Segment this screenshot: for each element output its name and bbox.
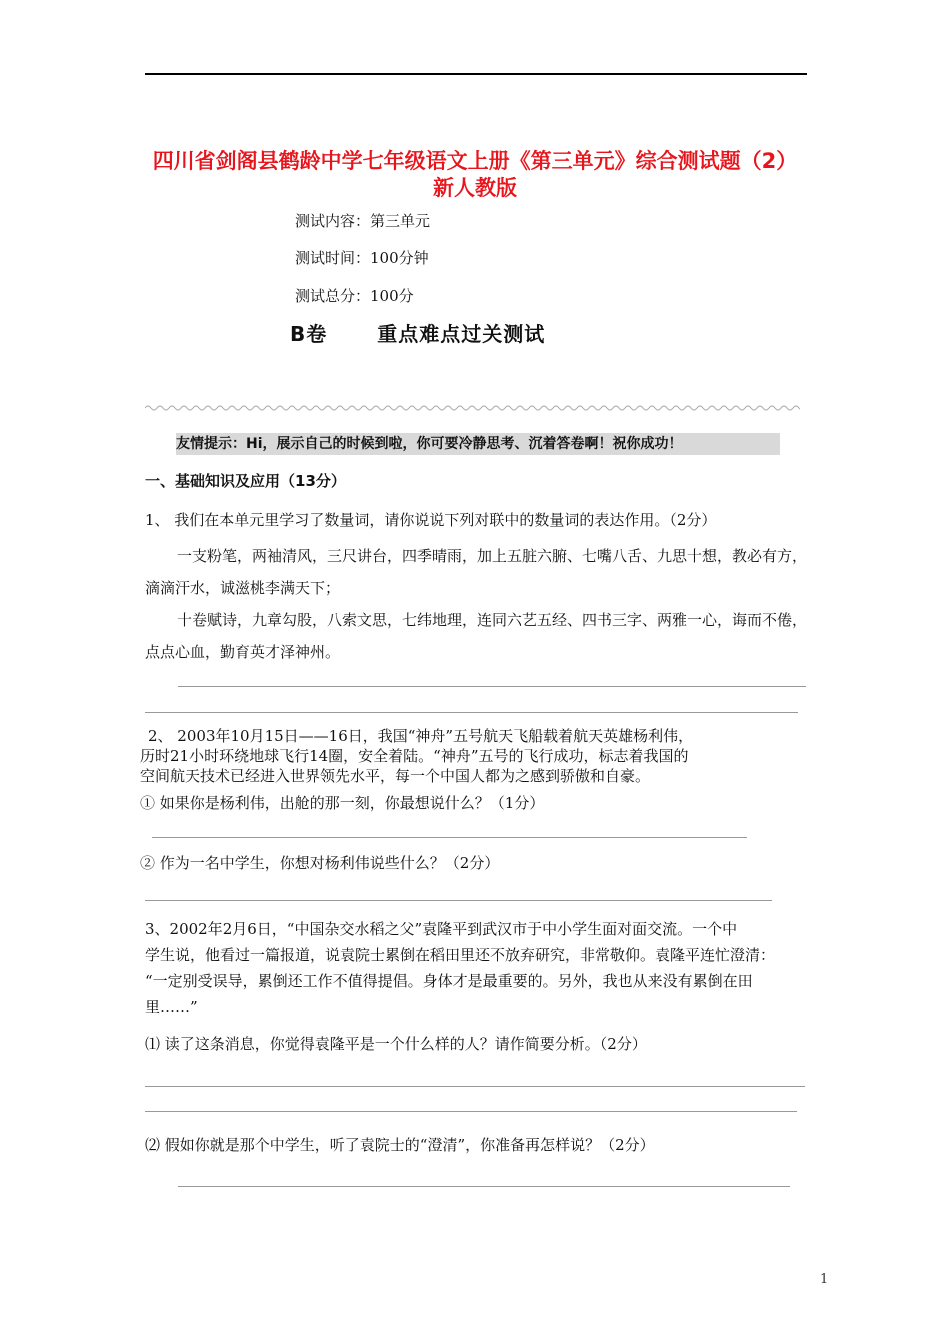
answer-line[interactable] xyxy=(145,1086,805,1087)
couplet-second: 十卷赋诗，九章勾股，八索文思，七纬地理，连同六艺五经、四书三字、两雅一心，诲而不倦，点点心血，勤育英才泽神州。 xyxy=(145,611,808,661)
question-3-line: “一定别受误导，累倒还工作不值得提倡。身体才是最重要的。另外，我也从来没有累倒在田 xyxy=(145,972,753,990)
friendly-tip: 友情提示：Hi，展示自己的时候到啦，你可要冷静思考、沉着答卷啊！祝你成功！ xyxy=(176,433,780,455)
question-3-a: ⑴ 读了这条消息，你觉得袁隆平是一个什么样的人？请作简要分析。（2分） xyxy=(145,1035,647,1053)
answer-line[interactable] xyxy=(178,1186,790,1187)
question-2-stem xyxy=(140,726,780,786)
question-1: 1、 我们在本单元里学习了数量词，请你说说下列对联中的数量词的表达作用。（2分） xyxy=(145,511,717,529)
question-2-line: 空间航天技术已经进入世界领先水平，每一个中国人都为之感到骄傲和自豪。 xyxy=(140,767,651,785)
meta-content: 测试内容：第三单元 xyxy=(295,212,431,230)
answer-line[interactable] xyxy=(145,1111,797,1112)
section-basic-knowledge: 一、基础知识及应用（13分） xyxy=(145,472,346,490)
doc-title-line1: 四川省剑阁县鹤龄中学七年级语文上册《第三单元》综合测试题（2） xyxy=(152,149,798,173)
question-2-line: 2、 2003年10月15日——16日，我国“神舟”五号航天飞船载着航天英雄杨利伟， xyxy=(148,727,694,745)
question-3-line: 学生说，他看过一篇报道，说袁院士累倒在稻田里还不放弃研究，非常敬仰。袁隆平连忙澄清： xyxy=(145,946,776,964)
question-3-line: 3、2002年2月6日，“中国杂交水稻之父”袁隆平到武汉市于中小学生面对面交流。一个中 xyxy=(145,920,738,938)
paper-b-heading xyxy=(290,318,545,347)
question-3-stem xyxy=(145,916,807,1020)
answer-line[interactable] xyxy=(178,686,806,687)
meta-score: 测试总分：100分 xyxy=(295,287,414,305)
paper-b-label: B卷 xyxy=(290,322,328,346)
answer-line[interactable] xyxy=(152,837,747,838)
question-2-b: ② 作为一名中学生，你想对杨利伟说些什么？（2分） xyxy=(140,854,500,872)
question-2-a: ① 如果你是杨利伟，出舱的那一刻，你最想说什么？（1分） xyxy=(140,794,545,812)
question-3-line: 里……” xyxy=(145,998,198,1016)
answer-line[interactable] xyxy=(145,900,772,901)
couplet-first: 一支粉笔，两袖清风，三尺讲台，四季晴雨，加上五脏六腑、七嘴八舌、九思十想，教必有方，滴滴汗水，诚滋桃李满天下； xyxy=(145,547,808,597)
header-rule xyxy=(145,73,807,75)
page-number: 1 xyxy=(820,1272,829,1287)
paper-b-subtitle: 重点难点过关测试 xyxy=(377,322,546,346)
meta-time: 测试时间：100分钟 xyxy=(295,249,429,267)
question-3-b: ⑵ 假如你就是那个中学生，听了袁院士的“澄清”，你准备再怎样说？（2分） xyxy=(145,1136,655,1154)
doc-title-line2: 新人教版 xyxy=(433,176,517,200)
wavy-divider xyxy=(145,403,800,413)
answer-line[interactable] xyxy=(145,712,798,713)
question-2-line: 历时21小时环绕地球飞行14圈，安全着陆。“神舟”五号的飞行成功，标志着我国的 xyxy=(140,747,689,765)
